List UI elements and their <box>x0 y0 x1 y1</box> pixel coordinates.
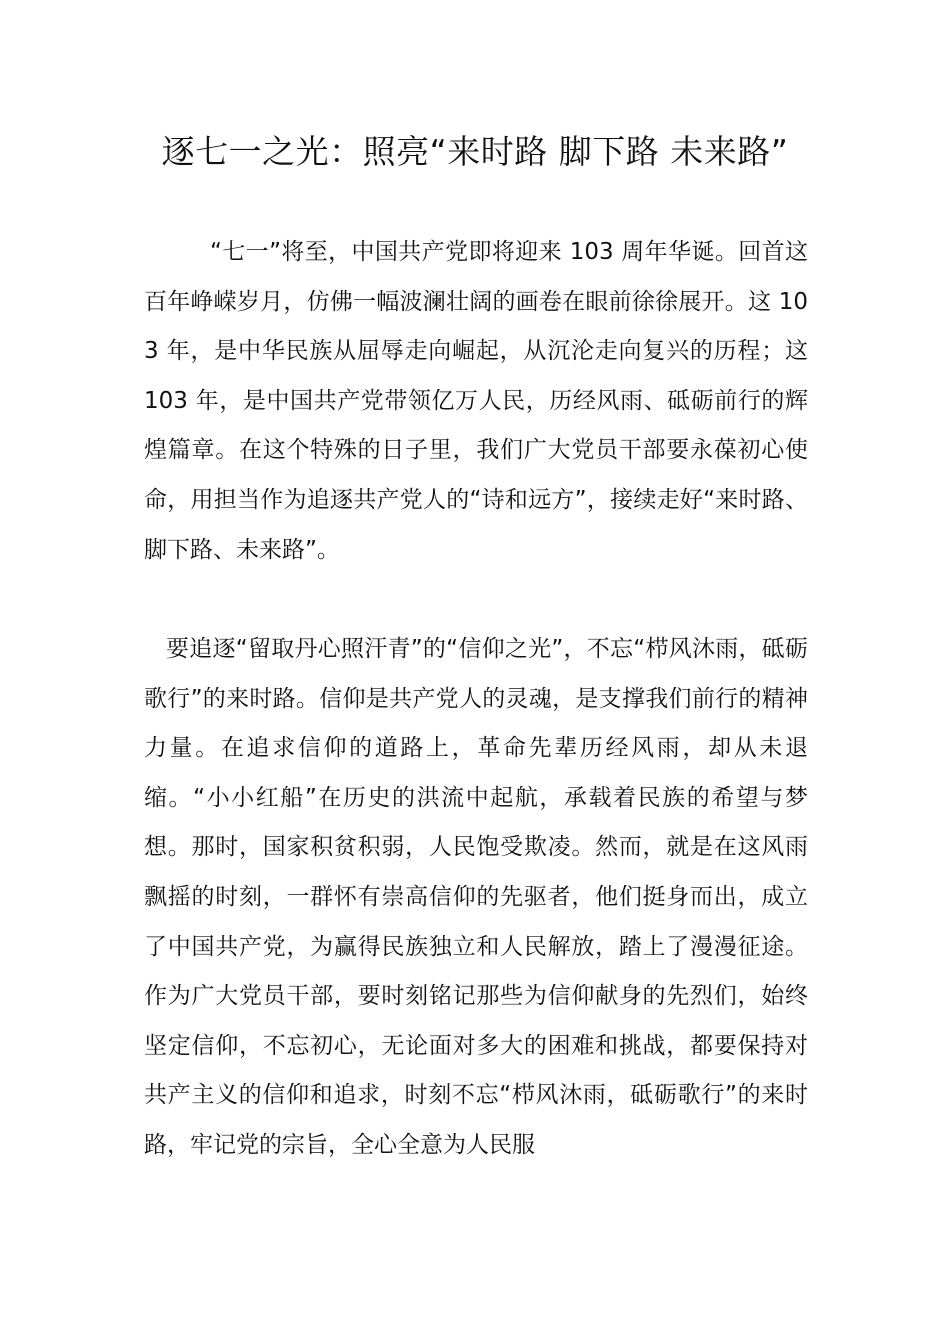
paragraph-2: 要追逐“留取丹心照汗青”的“信仰之光”，不忘“栉风沐雨，砥砺歌行”的来时路。信仰是共产党人的灵魂，是支撑我们前行的精神力量。在追求信仰的道路上，革命先辈历经风雨，却从未退缩。“小小红船”在历史的洪流中起航，承载着民族的希望与梦想。那时，国家积贫积弱，人民饱受欺凌。然而，就是在这风雨飘摇的时刻，一群怀有崇高信仰的先驱者，他们挺身而出，成立了中国共产党，为赢得民族独立和人民解放，踏上了漫漫征途。作为广大党员干部，要时刻铭记那些为信仰献身的先烈们，始终坚定信仰，不忘初心，无论面对多大的困难和挑战，都要保持对共产主义的信仰和追求，时刻不忘“栉风沐雨，砥砺歌行”的来时路，牢记党的宗旨，全心全意为人民服 <box>144 636 808 1158</box>
paragraph-1: “七一”将至，中国共产党即将迎来 103 周年华诞。回首这百年峥嵘岁月，仿佛一幅波澜壮阔的画卷在眼前徐徐展开。这 103 年，是中华民族从屈辱走向崛起，从沉沦走向复兴的历程；这 103 年，是中国共产党带领亿万人民，历经风雨、砥砺前行的辉煌篇章。在这个特殊的日子里，我们广大党员干部要永葆初心使命，用担当作为追逐共产党人的“诗和远方”，接续走好“来时路、脚下路、未来路”。 <box>144 239 808 563</box>
document-title: 逐七一之光：照亮“来时路 脚下路 未来路” <box>161 132 789 171</box>
